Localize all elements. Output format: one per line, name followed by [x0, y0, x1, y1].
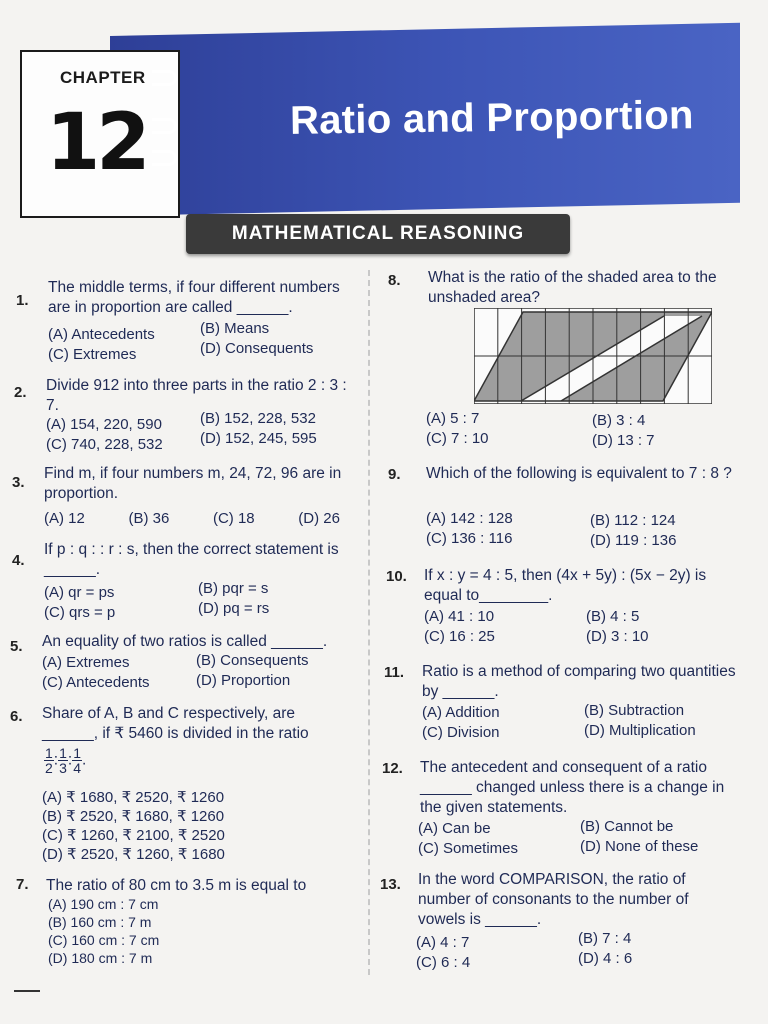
option: (D) None of these [580, 838, 699, 855]
question-text-line1: Share of A, B and C respectively, are [42, 705, 296, 722]
fraction: $\frac{1}{4}$ [73, 745, 82, 776]
option: (C) Division [422, 724, 500, 741]
question-text: If x : y = 4 : 5, then (4x + 5y) : (5x − 2y) is equal to________. [424, 567, 707, 604]
option: (D) 180 cm : 7 m [48, 950, 153, 966]
question-text: If p : q : : r : s, then the correct statement is ______. [44, 541, 339, 578]
spiral-ring-icon [152, 70, 177, 86]
option: (D) Consequents [200, 340, 314, 357]
option: (D) Multiplication [584, 722, 696, 739]
option: (B) 36 [128, 510, 170, 527]
option: (C) ₹ 1260, ₹ 2100, ₹ 2520 [42, 827, 225, 844]
option: (B) ₹ 2520, ₹ 1680, ₹ 1260 [42, 808, 225, 825]
option: (A) Addition [422, 704, 500, 721]
option: (A) 12 [44, 510, 85, 527]
option: (B) Consequents [196, 652, 309, 669]
fraction: $\frac{1}{3}$ [59, 745, 67, 776]
spiral-ring-icon [152, 150, 177, 166]
question-text: What is the ratio of the shaded area to the unshaded area? [428, 269, 717, 306]
section-heading: MATHEMATICAL REASONING [186, 214, 570, 254]
option: (B) 7 : 4 [578, 930, 632, 947]
option: (C) 16 : 25 [424, 628, 495, 645]
option: (A) 4 : 7 [416, 934, 470, 951]
column-divider [368, 270, 370, 975]
option: (A) 41 : 10 [424, 608, 495, 625]
chapter-number: 12 [46, 98, 147, 188]
option: (D) 3 : 10 [586, 628, 649, 645]
option: (B) 4 : 5 [586, 608, 640, 625]
option: (C) 18 [212, 510, 255, 527]
option: (D) 26 [298, 510, 340, 527]
page-rule [14, 990, 40, 992]
option: (B) 112 : 124 [590, 512, 676, 529]
shaded-grid-figure [474, 308, 712, 404]
option: (C) qrs = p [44, 604, 116, 621]
option: (C) Extremes [48, 346, 137, 363]
page-title: Ratio and Proportion [289, 93, 695, 143]
chapter-label: CHAPTER [60, 68, 146, 87]
option: (A) 142 : 128 [426, 510, 513, 527]
option: (D) 4 : 6 [578, 950, 633, 967]
question-text: Which of the following is equivalent to 7 : 8 ? [426, 465, 732, 482]
question-text: The antecedent and consequent of a ratio ______ changed unless there is a change in the given statements. [420, 759, 725, 816]
option: (D) ₹ 2520, ₹ 1260, ₹ 1680 [42, 846, 225, 863]
question-text: The middle terms, if four different numbers are in proportion are called ______. [48, 279, 340, 316]
option: (D) 119 : 136 [590, 532, 677, 549]
option: (A) Extremes [42, 654, 130, 671]
option: (D) 152, 245, 595 [200, 430, 317, 447]
option: (D) 13 : 7 [592, 432, 655, 449]
question-text: Ratio is a method of comparing two quantities by ______. [422, 663, 736, 700]
option: (B) Means [200, 320, 270, 337]
option: (B) Subtraction [584, 702, 685, 719]
option: (B) 160 cm : 7 m [48, 914, 152, 930]
option: (A) Can be [418, 820, 491, 837]
option: (C) 160 cm : 7 cm [48, 932, 160, 948]
option: (C) Sometimes [418, 840, 519, 857]
question-text: The ratio of 80 cm to 3.5 m is equal to [46, 877, 307, 894]
fraction: $\frac{1}{2}$ [45, 745, 53, 776]
option: (D) Proportion [196, 672, 291, 689]
question-text: In the word COMPARISON, the ratio of number of consonants to the number of vowels is ______. [418, 871, 689, 928]
question-text: Divide 912 into three parts in the ratio 2 : 3 : 7. [46, 377, 347, 414]
option: (A) Antecedents [48, 326, 155, 343]
option: (C) 740, 228, 532 [46, 436, 163, 453]
ratio-fractions: $\frac{1}{2}$ : $\frac{1}{3}$ : $\frac{1}{4}$ . [45, 745, 87, 776]
question-text: An equality of two ratios is called ______. [42, 633, 328, 650]
option: (C) 136 : 116 [426, 530, 513, 547]
option: (A) 154, 220, 590 [46, 416, 162, 433]
option: (B) Cannot be [580, 818, 674, 835]
options-row [44, 510, 364, 527]
option: (A) 190 cm : 7 cm [48, 896, 159, 912]
option: (B) 152, 228, 532 [200, 410, 316, 427]
spiral-ring-icon [152, 118, 177, 134]
option: (D) pq = rs [198, 600, 270, 617]
question-text: Find m, if four numbers m, 24, 72, 96 are in proportion. [44, 465, 342, 502]
option: (C) 6 : 4 [416, 954, 471, 971]
question-text-line2: ______, if ₹ 5460 is divided in the ratio [42, 725, 309, 742]
option: (A) 5 : 7 [426, 410, 480, 427]
option: (A) ₹ 1680, ₹ 2520, ₹ 1260 [42, 789, 225, 806]
option: (C) Antecedents [42, 674, 150, 691]
option: (A) qr = ps [44, 584, 115, 601]
option: (C) 7 : 10 [426, 430, 489, 447]
option: (B) pqr = s [198, 580, 269, 597]
option: (B) 3 : 4 [592, 412, 646, 429]
